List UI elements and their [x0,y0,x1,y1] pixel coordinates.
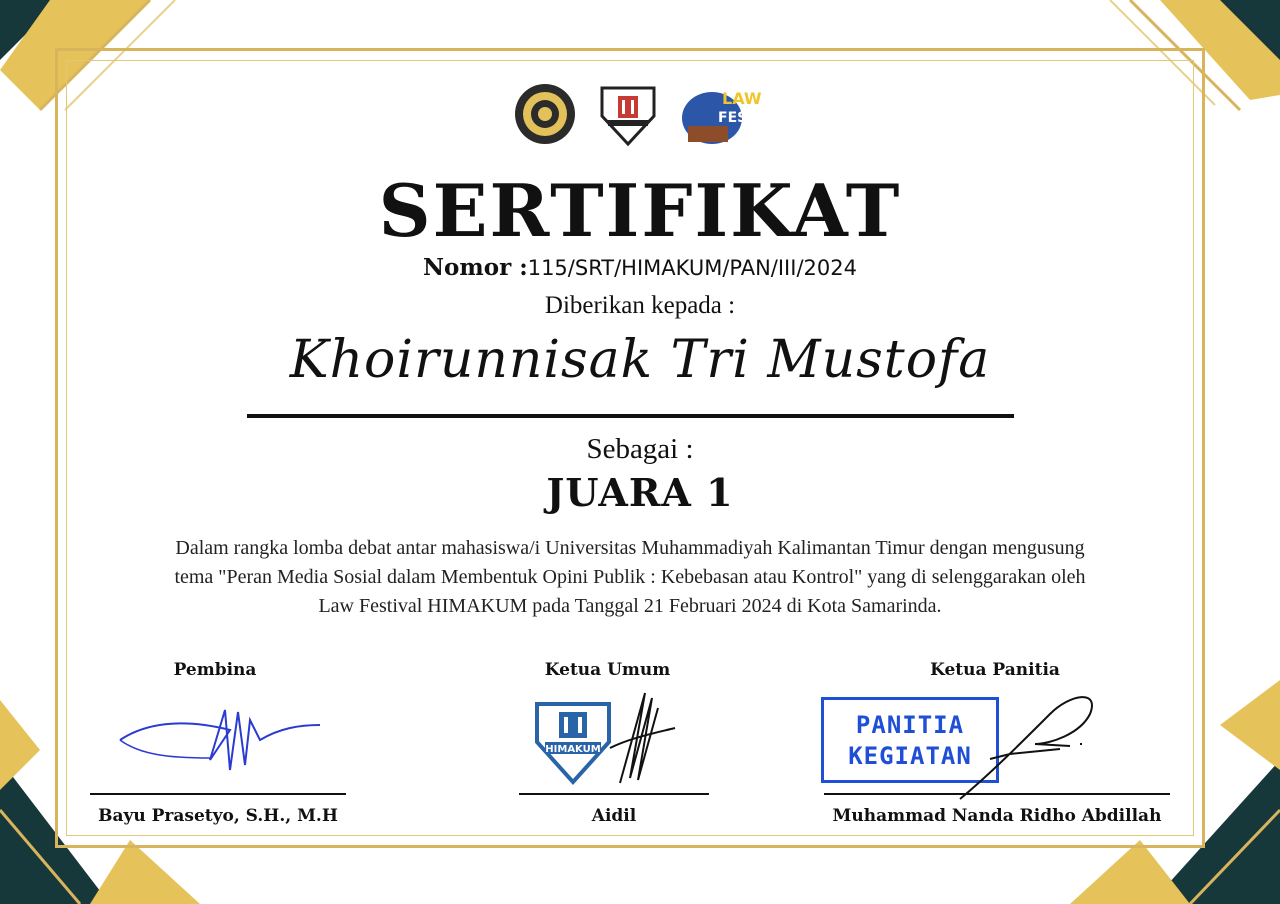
description-line: Dalam rangka lomba debat antar mahasiswa/i Universitas Muhammadiyah Kalimantan Timur dengan mengusung [175,537,1085,559]
himakum-shield-icon [596,82,660,146]
recipient-underline [247,414,1014,418]
signatory-role: Ketua Umum [544,660,671,680]
signatory-name: Bayu Prasetyo, S.H., M.H [98,806,338,826]
signatory-role: Pembina [173,660,257,680]
signatory-role: Ketua Panitia [930,660,1060,680]
certificate-number-value: 115/SRT/HIMAKUM/PAN/III/2024 [527,256,857,280]
signatory-ketua-umum-title-wrap [500,660,715,680]
signature-pembina [110,700,330,780]
svg-text:FEST: FEST [718,110,757,126]
signature-line [824,793,1170,795]
award-rank: JUARA 1 [546,470,734,515]
certificate-number-label: Nomor : [423,254,528,281]
stamp-line: KEGIATAN [848,742,972,770]
law-fest-logo-icon [678,82,762,148]
signatory-pembina-title-wrap [100,660,330,680]
svg-text:LAW: LAW [722,89,762,108]
signature-ketua-panitia [950,684,1100,804]
certificate-title: SERTIFIKAT [378,168,902,253]
description-line: Law Festival HIMAKUM pada Tanggal 21 Februari 2024 di Kota Samarinda. [318,595,942,617]
signatory-name: Aidil [591,806,637,826]
signature-line [519,793,709,795]
logo-row [0,82,1280,148]
signature-ketua-umum [600,688,680,788]
university-seal-icon [513,82,577,146]
given-to-label: Diberikan kepada : [544,292,736,319]
stamp-line: PANITIA [855,711,965,739]
signature-line [90,793,346,795]
signatory-name: Muhammad Nanda Ridho Abdillah [832,806,1162,826]
signatory-ketua-panitia-title-wrap [880,660,1110,680]
recipient-name: Khoirunnisak Tri Mustofa [289,330,991,390]
seal-text: HIMAKUM [545,744,601,755]
certificate-description [80,534,1180,621]
description-line: tema "Peran Media Sosial dalam Membentuk Opini Publik : Kebebasan atau Kontrol" yang di selenggarakan oleh [174,566,1086,588]
certificate-number [0,254,1280,281]
as-label: Sebagai : [586,433,694,465]
